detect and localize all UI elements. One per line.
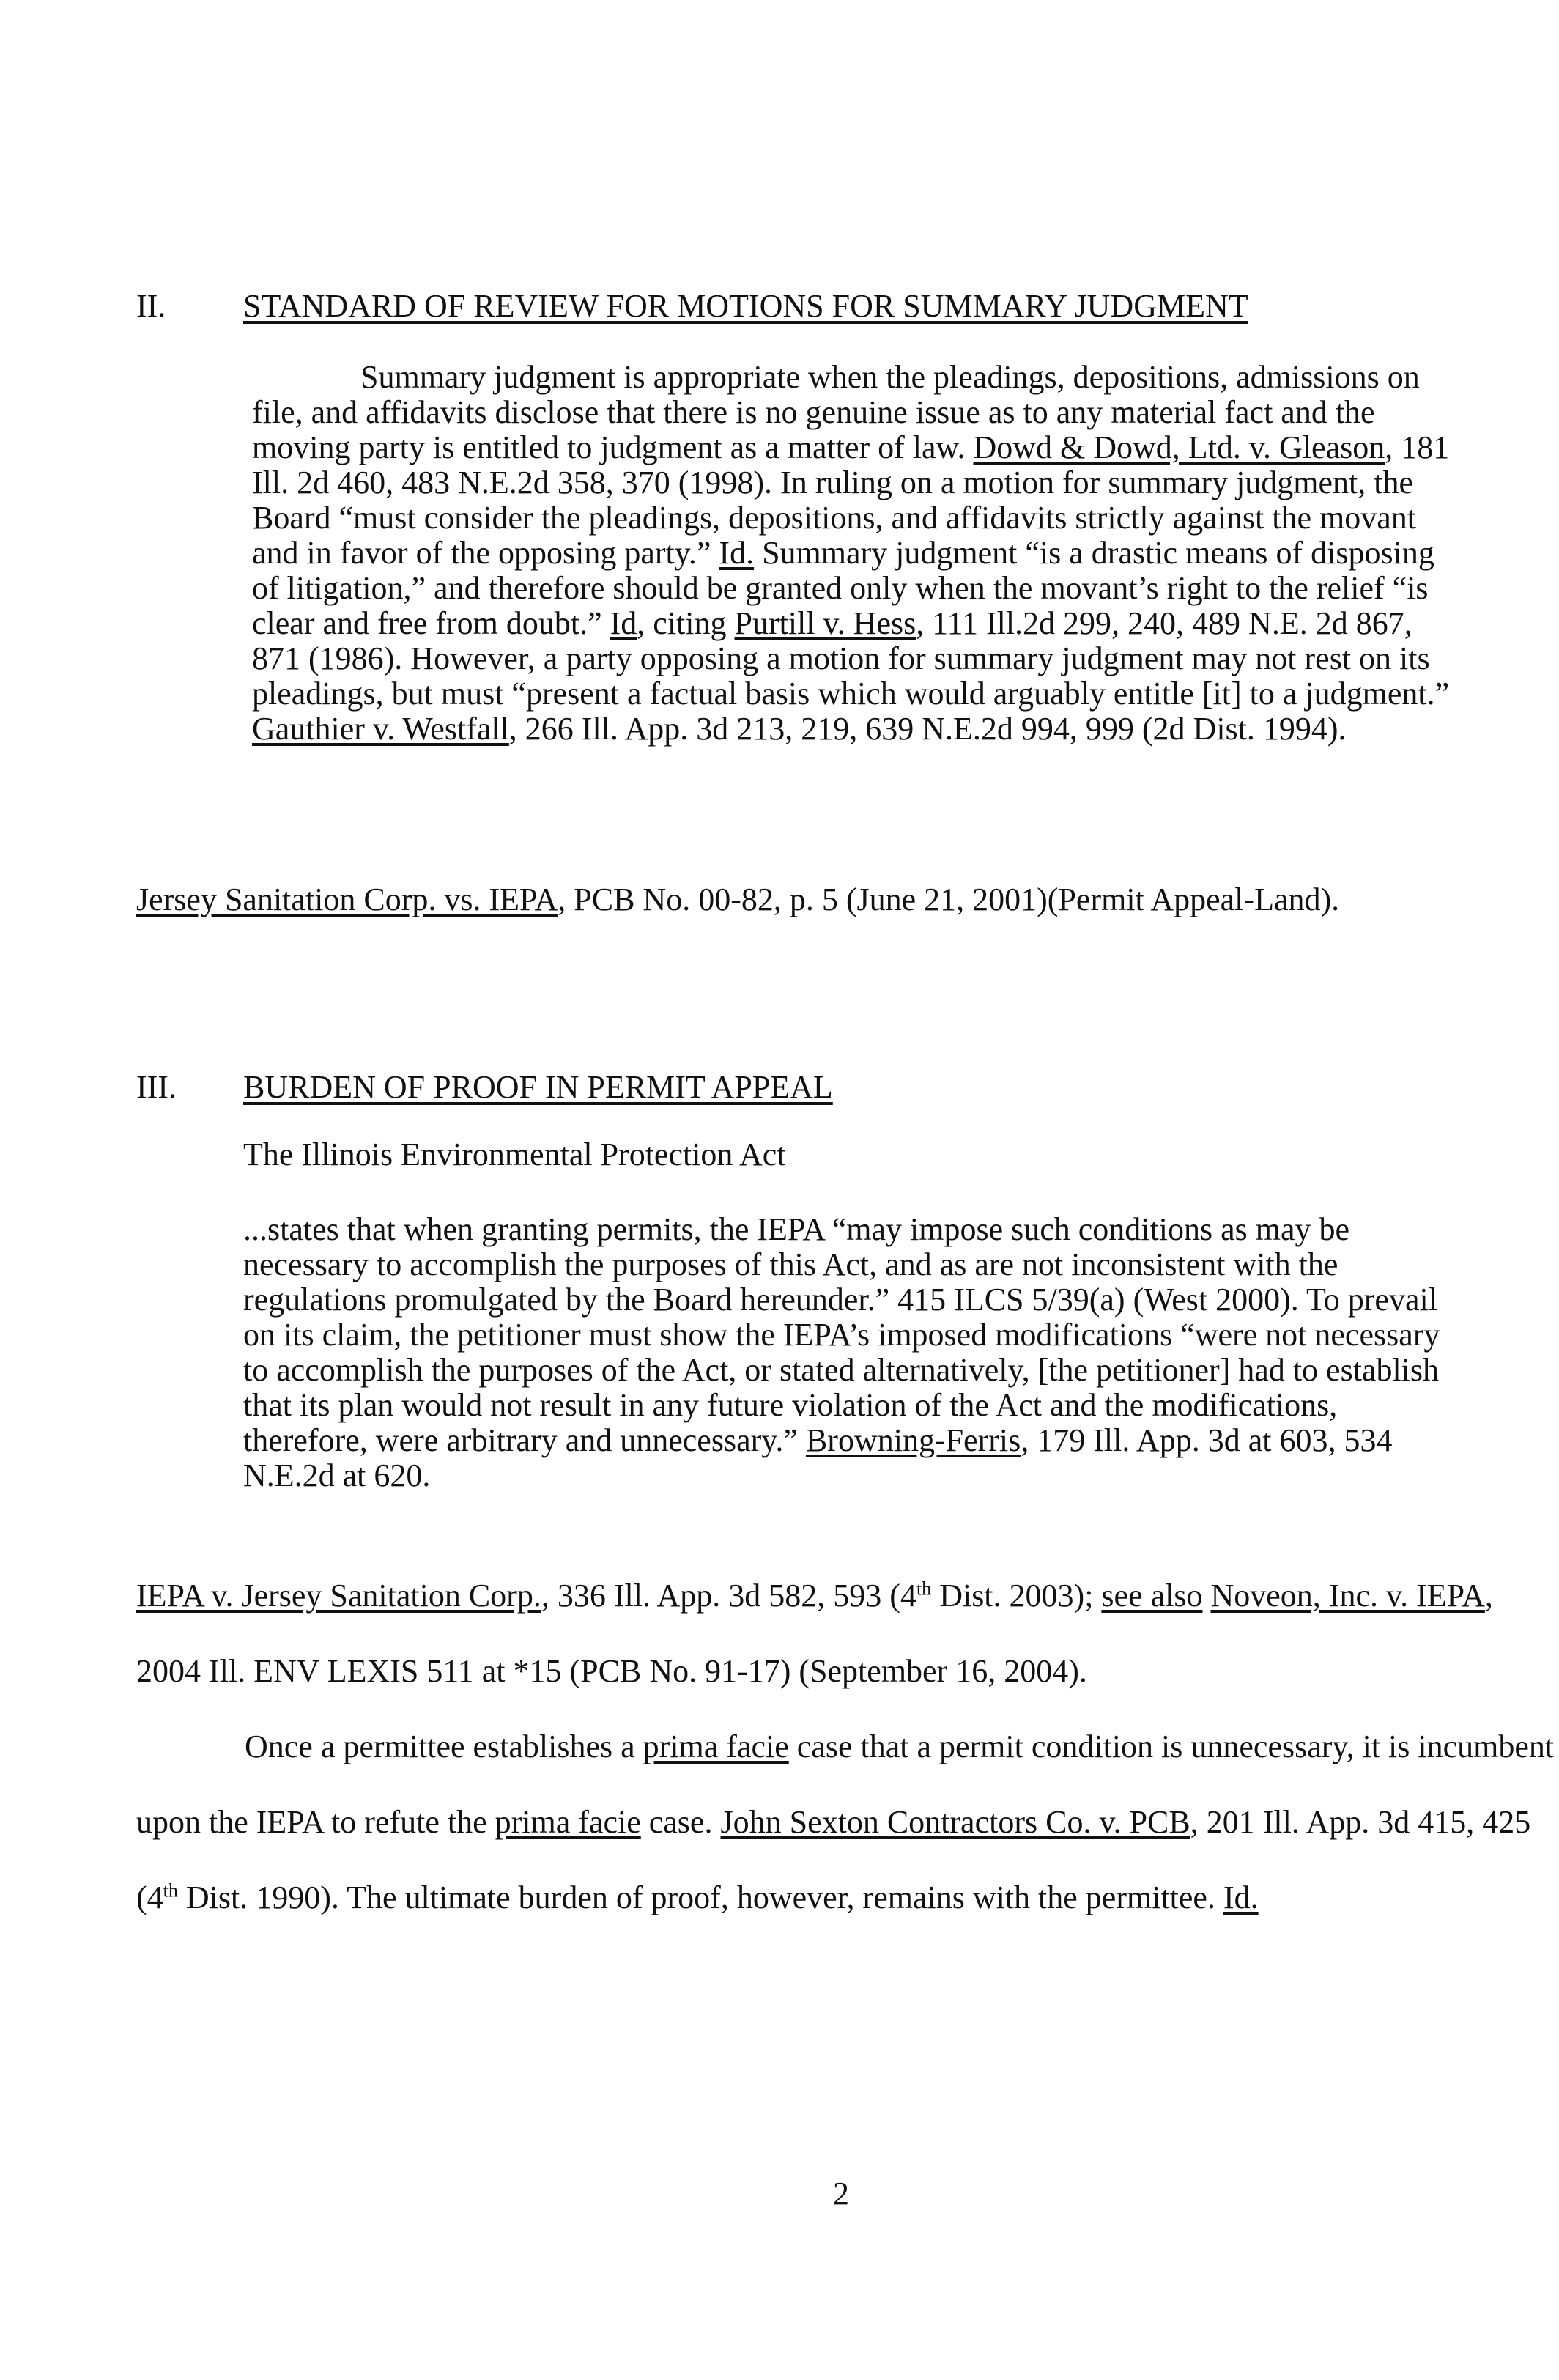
citation-noveon: Noveon, Inc. v. IEPA [1210, 1578, 1485, 1614]
citation-john-sexton: John Sexton Contractors Co. v. PCB [720, 1804, 1190, 1840]
citation-id: Id. [719, 535, 755, 571]
term-prima-facie: prima facie [643, 1729, 789, 1764]
section-3-block-quote [243, 1212, 1459, 1493]
citation-purtill: Purtill v. Hess [734, 605, 916, 641]
citation-iepa-jersey: IEPA v. Jersey Sanitation Corp. [136, 1578, 541, 1614]
section-2-number: II. [136, 288, 166, 324]
section-3-quote-paragraph: ...states that when granting permits, the IEPA “may impose such conditions as may be necessary to accomplish the purposes of this Act, and as are not inconsistent with the regulations promulgated by the Board hereunder.” 415 ILCS 5/39(a) (West 2000). To prevail on its claim, the petitioner must show the IEPA’s imposed modifications “were not necessary to accomplish the purposes of the Act, or stated alternatively, [the petitioner] had to establish that its plan would not result in any future violation of the Act and the modifications, therefore, were arbitrary and unnecessary.” Browning-Ferris, 179 Ill. App. 3d at 603, 534 N.E.2d at 620. [243, 1211, 1440, 1493]
section-3-body-paragraph: Once a permittee establishes a prima facie case that a permit condition is unnecessary, it is incumbent upon the IEPA to refute the prima facie case. John Sexton Contractors Co. v. PCB, 201 Ill. App. 3d 415, 425 (4th Dist. 1990). The ultimate burden of proof, however, remains with the permittee. Id. [136, 1729, 1555, 1915]
section-2-source-citation: Jersey Sanitation Corp. vs. IEPA, PCB No. 00-82, p. 5 (June 21, 2001)(Permit Appeal-Land). [136, 882, 1340, 917]
term-prima-facie: prima facie [495, 1804, 641, 1840]
section-3-title: BURDEN OF PROOF IN PERMIT APPEAL [243, 1069, 833, 1105]
citation-gauthier: Gauthier v. Westfall [252, 711, 509, 747]
section-2-quote-paragraph: Summary judgment is appropriate when the pleadings, depositions, admissions on file, and affidavits disclose that there is no genuine issue as to any material fact and the moving party is entitled to judgment as a matter of law. Dowd & Dowd, Ltd. v. Gleason, 181 Ill. 2d 460, 483 N.E.2d 358, 370 (1998). In ruling on a motion for summary judgment, the Board “must consider the pleadings, depositions, and affidavits strictly against the movant and in favor of the opposing party.” Id. Summary judgment “is a drastic means of disposing of litigation,” and therefore should be granted only when the movant’s right to the relief “is clear and free from doubt.” Id, citing Purtill v. Hess, 111 Ill.2d 299, 240, 489 N.E. 2d 867, 871 (1986). However, a party opposing a motion for summary judgment may not rest on its pleadings, but must “present a factual basis which would arguably entitle [it] to a judgment.” Gauthier v. Westfall, 266 Ill. App. 3d 213, 219, 639 N.E.2d 994, 999 (2d Dist. 1994). [252, 359, 1450, 747]
section-3-intro: The Illinois Environmental Protection Act [243, 1137, 786, 1172]
section-2-title: STANDARD OF REVIEW FOR MOTIONS FOR SUMMARY JUDGMENT [243, 288, 1248, 324]
section-3-number: III. [136, 1069, 177, 1105]
citation-id: Id. [1223, 1880, 1259, 1915]
citation-jersey-sanitation: Jersey Sanitation Corp. vs. IEPA [136, 882, 558, 917]
citation-id: Id [610, 605, 637, 641]
citation-dowd: Dowd & Dowd, Ltd. v. Gleason [973, 429, 1385, 465]
signal-see-also: see also [1101, 1578, 1203, 1614]
section-2-block-quote [252, 360, 1454, 747]
section-3-source-citation: IEPA v. Jersey Sanitation Corp., 336 Ill. App. 3d 582, 593 (4th Dist. 2003); see also Noveon, Inc. v. IEPA, 2004 Ill. ENV LEXIS 511 at *15 (PCB No. 91-17) (September 16, 2004). [136, 1578, 1493, 1689]
citation-browning-ferris: Browning-Ferris [805, 1422, 1021, 1458]
page-number: 2 [833, 2176, 849, 2211]
